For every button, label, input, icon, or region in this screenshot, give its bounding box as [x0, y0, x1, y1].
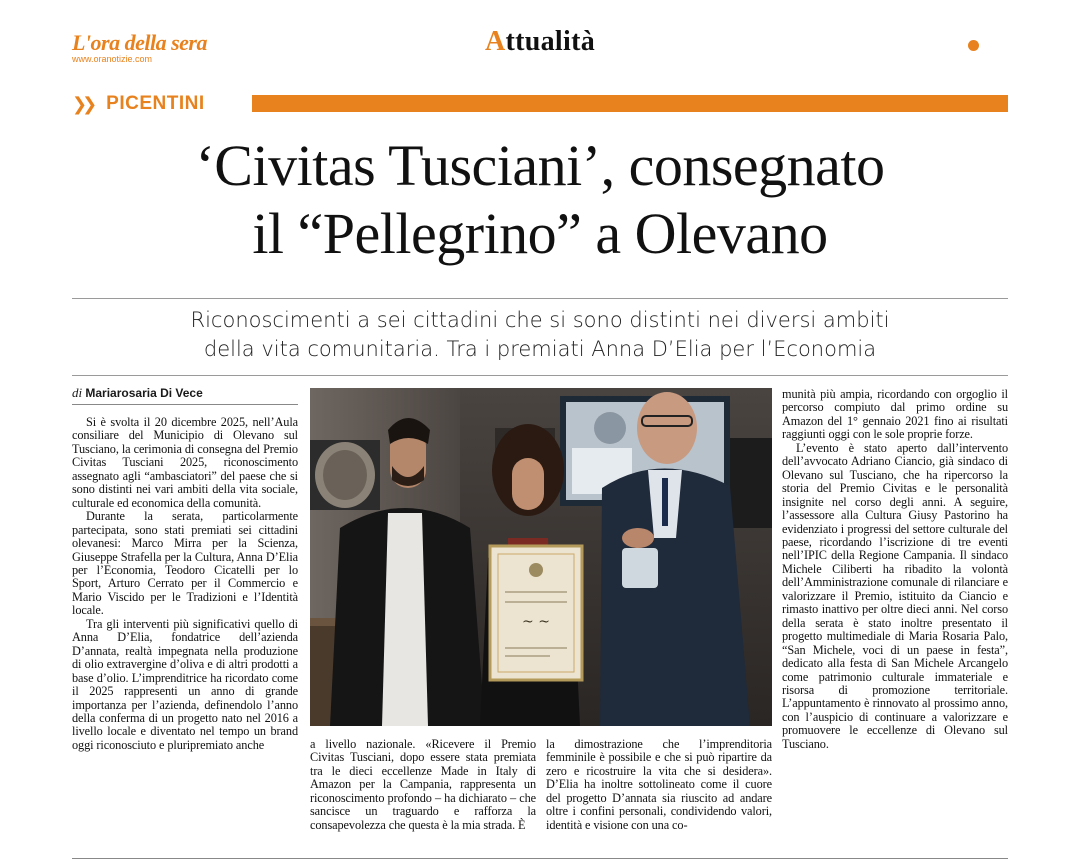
kicker — [72, 94, 205, 114]
headline-line-2: il “Pellegrino” a Olevano — [252, 201, 828, 266]
subheadline-line-1: Riconoscimenti a sei cittadini che si sono distinti nei diversi ambiti — [190, 308, 890, 332]
award-ceremony-photo — [310, 388, 772, 726]
divider — [72, 375, 1008, 376]
newspaper-logo: L'ora della sera — [72, 30, 207, 55]
section-title-initial: A — [484, 26, 506, 57]
headline-line-1: ‘Civitas Tusciani’, consegnato — [195, 133, 885, 198]
section-title — [0, 26, 1080, 58]
paragraph: L’evento è stato aperto dall’intervento dell’avvocato Adriano Ciancio, già sindaco di Olevano sul Tusciano, che ha ripercorso la storia del Premio Civitas e le personalità insignite nel corso degli anni. A seguire, l’assessore alla Cultura Giusy Pastorino ha evidenziato i progressi del settore culturale del paese, ricordando l’iscrizione di tre eventi nell’IPIC della Regione Campania. Il sindaco Michele Ciliberti ha ribadito la volontà dell’Amministrazione comunale di rilanciare e valorizzare il Premio, istituito da Ciancio e rimasto inattivo per oltre dieci anni. Nel corso della serata è stato inoltre presentato il progetto multimediale di Maria Rosaria Palo, “San Michele, voci di un paese in festa”, dedicato alla festa di San Michele Arcangelo come patrimonio culturale immateriale e risorsa di promozione territoriale. L’appuntamento è rinnovato al prossimo anno, con l’auspicio di continuare a valorizzare e promuovere le eccellenze di Olevano sul Tusciano. — [782, 440, 1008, 751]
section-title-rest: ttualità — [505, 26, 596, 57]
paragraph: la dimostrazione che l’imprenditoria femminile è possibile e che si può ripartire da zero e ricostruire la vita che si desidera». D’Elia ha inoltre sottolineato come il cuore del progetto D’annata sia riuscito ad andare oltre i confini personali, condividendo valori, identità e visione con una co- — [546, 737, 772, 832]
svg-text:~ ~: ~ ~ — [522, 614, 550, 630]
paragraph: Durante la serata, particolarmente partecipata, sono stati premiati sei cittadini olevanesi: Marco Mirra per la Scienza, Giuseppe Strafella per la Cultura, Anna D’Elia per l’Economia, Teodoro Cicatelli per lo Sport, Arturo Cerrato per il Commercio e Mario Viscido per le Tradizioni e l’Identità locale. — [72, 509, 298, 618]
article-column-4 — [782, 388, 1008, 751]
paragraph: Tra gli interventi più significativi quello di Anna D’Elia, fondatrice dell’azienda D’annata, realtà impegnata nella produzione di olio extravergine d’oliva e di altri prodotti a base d’olio. L’imprenditrice ha ricordato come il 2025 rappresenti un anno di grande importanza per l’azienda, definendolo l’anno della conferma di un progetto nato nel 2016 a livello locale e diventato nel tempo un brand oggi riconosciuto e pluripremiato anche — [72, 616, 298, 752]
paragraph: munità più ampia, ricordando con orgoglio il percorso compiuto dal primo ordine su Amazon del 1° gennaio 2021 fino ai risultati raggiunti oggi con le sole proprie forze. — [782, 387, 1008, 442]
masthead — [0, 0, 1080, 80]
article-column-1 — [72, 416, 298, 752]
paragraph: Si è svolta il 20 dicembre 2025, nell’Aula consiliare del Municipio di Olevano sul Tusciano, la cerimonia di consegna del Premio Civitas Tusciani 2025, riconoscimento assegnato agli “ambasciatori” del paese che si sono distinti nei vari ambiti della vita sociale, culturale ed economica della comunità. — [72, 415, 298, 510]
article-column-2 — [310, 738, 536, 832]
newspaper-url: www.oranotizie.com — [72, 54, 153, 64]
byline-author: Mariarosaria Di Vece — [85, 386, 203, 400]
headline — [60, 132, 1020, 268]
article-photo — [310, 388, 772, 726]
double-chevron-icon: ❯❯ — [72, 93, 93, 115]
subheadline-line-2: della vita comunitaria. Tra i premiati Anna D’Elia per l’Economia — [203, 337, 877, 361]
byline-rule — [72, 404, 298, 405]
byline — [72, 385, 203, 401]
bottom-rule — [72, 858, 1008, 859]
article-column-3 — [546, 738, 772, 832]
subheadline — [80, 306, 1000, 364]
divider — [72, 298, 1008, 299]
kicker-bar — [252, 95, 1008, 112]
byline-prefix: di — [72, 385, 83, 400]
orange-dot-icon — [968, 40, 979, 51]
paragraph: a livello nazionale. «Ricevere il Premio Civitas Tusciani, dopo essere stata premiata tra le dieci eccellenze Made in Italy di Amazon per la Campania, rappresenta un riconoscimento profondo – ha dichiarato – che sancisce un traguardo e rafforza la consapevolezza che questa è la mia strada. È — [310, 737, 536, 832]
kicker-label: PICENTINI — [106, 93, 205, 114]
